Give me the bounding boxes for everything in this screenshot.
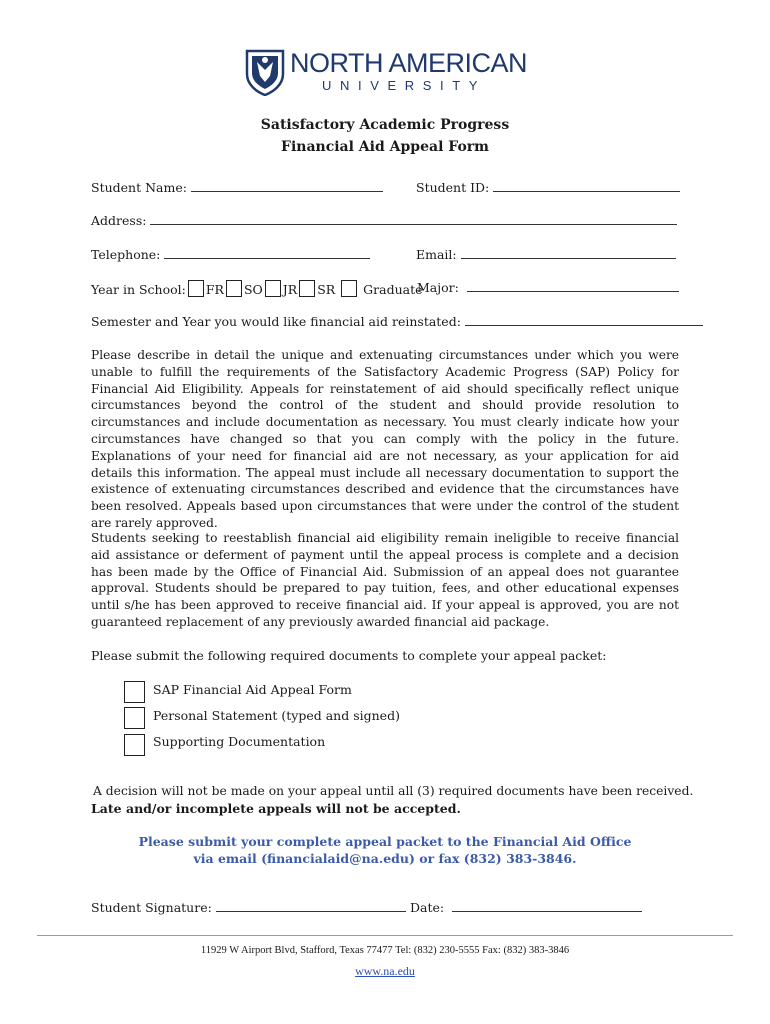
date-row: [410, 900, 642, 915]
checkbox-so[interactable]: [226, 280, 242, 297]
date-field[interactable]: [452, 900, 642, 912]
semester-row: [91, 314, 703, 329]
telephone-field[interactable]: [164, 247, 370, 259]
major-label: Major:: [417, 280, 459, 295]
footer-website-row: [0, 960, 770, 979]
email-label: Email:: [416, 247, 457, 262]
email-field[interactable]: [461, 247, 676, 259]
checkbox-graduate[interactable]: [341, 280, 357, 297]
address-row: [91, 213, 677, 228]
option-jr: JR: [282, 282, 298, 297]
year-in-school-row: [91, 280, 423, 297]
website-link[interactable]: www.na.edu: [355, 964, 415, 978]
year-label: Year in School:: [91, 282, 186, 297]
signature-field[interactable]: [216, 900, 406, 912]
form-title-line2: Financial Aid Appeal Form: [281, 139, 489, 155]
documents-intro: Please submit the following required documents to complete your appeal packet:: [91, 648, 607, 663]
address-field[interactable]: [150, 213, 677, 225]
checkbox-supporting-documentation[interactable]: [124, 734, 145, 756]
student-id-label: Student ID:: [416, 180, 490, 195]
form-title-line1: Satisfactory Academic Progress: [260, 117, 510, 133]
submit-instructions-line2: via email (financialaid@na.edu) or fax (832) 383-3846.: [193, 851, 577, 866]
checkbox-jr[interactable]: [265, 280, 281, 297]
semester-field[interactable]: [465, 314, 703, 326]
checklist-item-appeal-form: SAP Financial Aid Appeal Form: [153, 682, 352, 697]
date-label: Date:: [410, 900, 445, 915]
decision-notice: A decision will not be made on your appeal until all (3) required documents have been received.: [93, 784, 694, 798]
shield-crest-icon: [244, 48, 286, 96]
checklist-item-personal-statement: Personal Statement (typed and signed): [153, 708, 400, 723]
checkbox-appeal-form[interactable]: [124, 681, 145, 703]
option-graduate: Graduate: [363, 282, 423, 297]
checkbox-sr[interactable]: [299, 280, 315, 297]
option-fr: FR: [205, 282, 224, 297]
major-field[interactable]: [467, 280, 679, 292]
checkbox-fr[interactable]: [188, 280, 204, 297]
late-notice: Late and/or incomplete appeals will not be accepted.: [91, 801, 461, 816]
student-name-label: Student Name:: [91, 180, 187, 195]
student-name-row: [91, 180, 383, 195]
signature-label: Student Signature:: [91, 900, 212, 915]
telephone-label: Telephone:: [91, 247, 161, 262]
submit-instructions-line1: Please submit your complete appeal packet to the Financial Aid Office: [138, 834, 632, 849]
signature-row: [91, 900, 406, 915]
option-sr: SR: [317, 282, 336, 297]
instructions-paragraph: Please describe in detail the unique and extenuating circumstances under which you were unable to fulfill the requirements of the Satisfactory Academic Progress (SAP) Policy for Financial Aid Eligibility. Appeals for reinstatement of aid should specifically reflect unique circumstances beyond the control of the student and should provide resolution to circumstances and include documentation as necessary. You must clearly indicate how your circumstances have changed so that you can comply with the policy in the future. Explanations of your need for financial aid are not necessary, as your application for aid details this information. The appeal must include all necessary documentation to support the existence of extenuating circumstances described and evidence that the circumstances have been resolved. Appeals based upon circumstances that were under the control of the student are rarely approved.: [91, 348, 679, 530]
logo-subtitle: UNIVERSITY: [322, 78, 487, 93]
address-label: Address:: [91, 213, 147, 228]
semester-label: Semester and Year you would like financial aid reinstated:: [91, 314, 461, 329]
student-id-field[interactable]: [493, 180, 680, 192]
major-row: [417, 280, 679, 295]
footer-divider: [37, 935, 733, 936]
footer-address: 11929 W Airport Blvd, Stafford, Texas 77477 Tel: (832) 230-5555 Fax: (832) 383-3846: [200, 945, 570, 956]
student-name-field[interactable]: [191, 180, 383, 192]
email-row: [416, 247, 676, 262]
telephone-row: [91, 247, 370, 262]
eligibility-paragraph: Students seeking to reestablish financial aid eligibility remain ineligible to receive financial aid assistance or deferment of payment until the appeal process is complete and a decision has been made by the Office of Financial Aid. Submission of an appeal does not guarantee approval. Students should be prepared to pay tuition, fees, and other educational expenses until s/he has been approved to receive financial aid. If your appeal is approved, you are not guaranteed replacement of any previously awarded financial aid package.: [91, 531, 679, 629]
checklist-item-supporting-documentation: Supporting Documentation: [153, 734, 326, 749]
checkbox-personal-statement[interactable]: [124, 707, 145, 729]
option-so: SO: [243, 282, 263, 297]
student-id-row: [416, 180, 680, 195]
university-logo: [244, 48, 534, 100]
logo-name: NORTH AMERICAN: [290, 48, 528, 78]
